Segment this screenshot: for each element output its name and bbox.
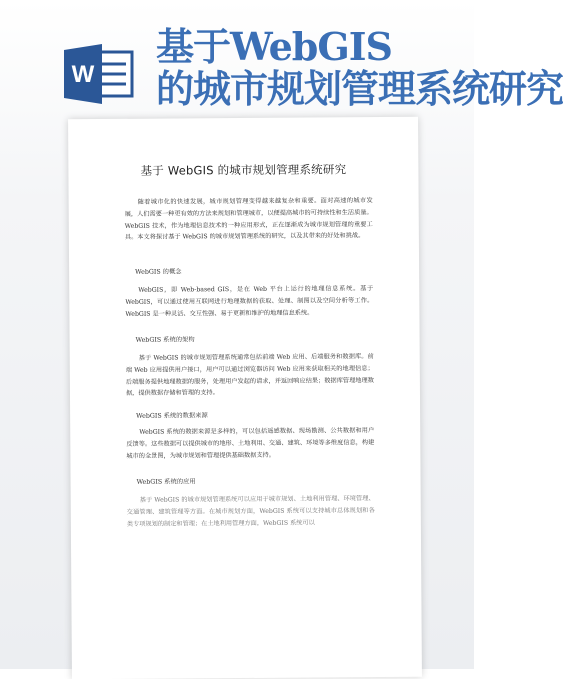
section-body — [125, 283, 373, 320]
section-body — [127, 493, 375, 530]
intro-paragraph — [125, 195, 373, 244]
section-heading: WebGIS 系统的数据来源 — [136, 412, 208, 420]
section-text: 基于 WebGIS 的城市规划管理系统通常包括前端 Web 应用、后端服务和数据库。前端 Web 应用提供用户接口，用户可以通过浏览器访问 Web 应用来获取相关的地理信息；后端服务提供地理数据的服务，处理用户发起的请求，并返回响应结果；数据库管理地理数据，提供数据存储和管理的支持。 — [125, 353, 374, 398]
section-text: WebGIS，即 Web-based GIS，是在 Web 平台上运行的地理信息系统。基于WebGIS，可以通过使用互联网进行地理数据的获取、处理、制图以及空间分析等工作。 WebGIS 是一种灵活、交互性强、易于更新和维护的地理信息系统。 — [125, 285, 374, 318]
intro-text: 随着城市化的快速发展，城市规划管理变得越来越复杂和重要。面对高速的城市发展，人们需要一种更有效的方法来规划和管理城市，以便提高城市的可持续性和生活质量。 WebGIS 技术，作为地理信息技术的一种应用形式，正在逐渐成为城市规划管理的重要工具。本文将探讨基于 WebGIS 的城市规划管理系统的研究，以及其带来的好处和挑战。 — [124, 197, 373, 242]
banner-title-line1: 基于WebGIS — [156, 24, 392, 69]
word-document-icon — [62, 44, 134, 104]
section-text: WebGIS 系统的数据来源是多样的，可以包括遥感数据、现场勘测、公共数据和用户反馈等。这些数据可以提供城市的地形、土地利用、交通、建筑、环境等多维度信息，构建城市的全景图，为城市规划和管理提供基础数据支持。 — [126, 427, 375, 460]
section-body — [126, 351, 374, 400]
section-text: 基于 WebGIS 的城市规划管理系统可以应用于城市规划、土地利用管理、环境管理、交通管理、建筑管理等方面。在城市规划方面，WebGIS 系统可以支持城市总体规划和各类专项规划的制定和管理；在土地利用管理方面，WebGIS 系统可以 — [126, 495, 375, 528]
section-heading: WebGIS 系统的应用 — [136, 478, 196, 486]
document-page — [68, 117, 422, 679]
document-title: 基于 WebGIS 的城市规划管理系统研究 — [140, 162, 347, 178]
section-body — [126, 425, 374, 462]
section-heading: WebGIS 系统的架构 — [135, 336, 195, 344]
banner-title-line2: 的城市规划管理系统研究 — [156, 66, 563, 111]
section-heading: WebGIS 的概念 — [135, 268, 182, 276]
banner-title — [156, 24, 563, 111]
word-icon-letter: W — [71, 61, 95, 88]
